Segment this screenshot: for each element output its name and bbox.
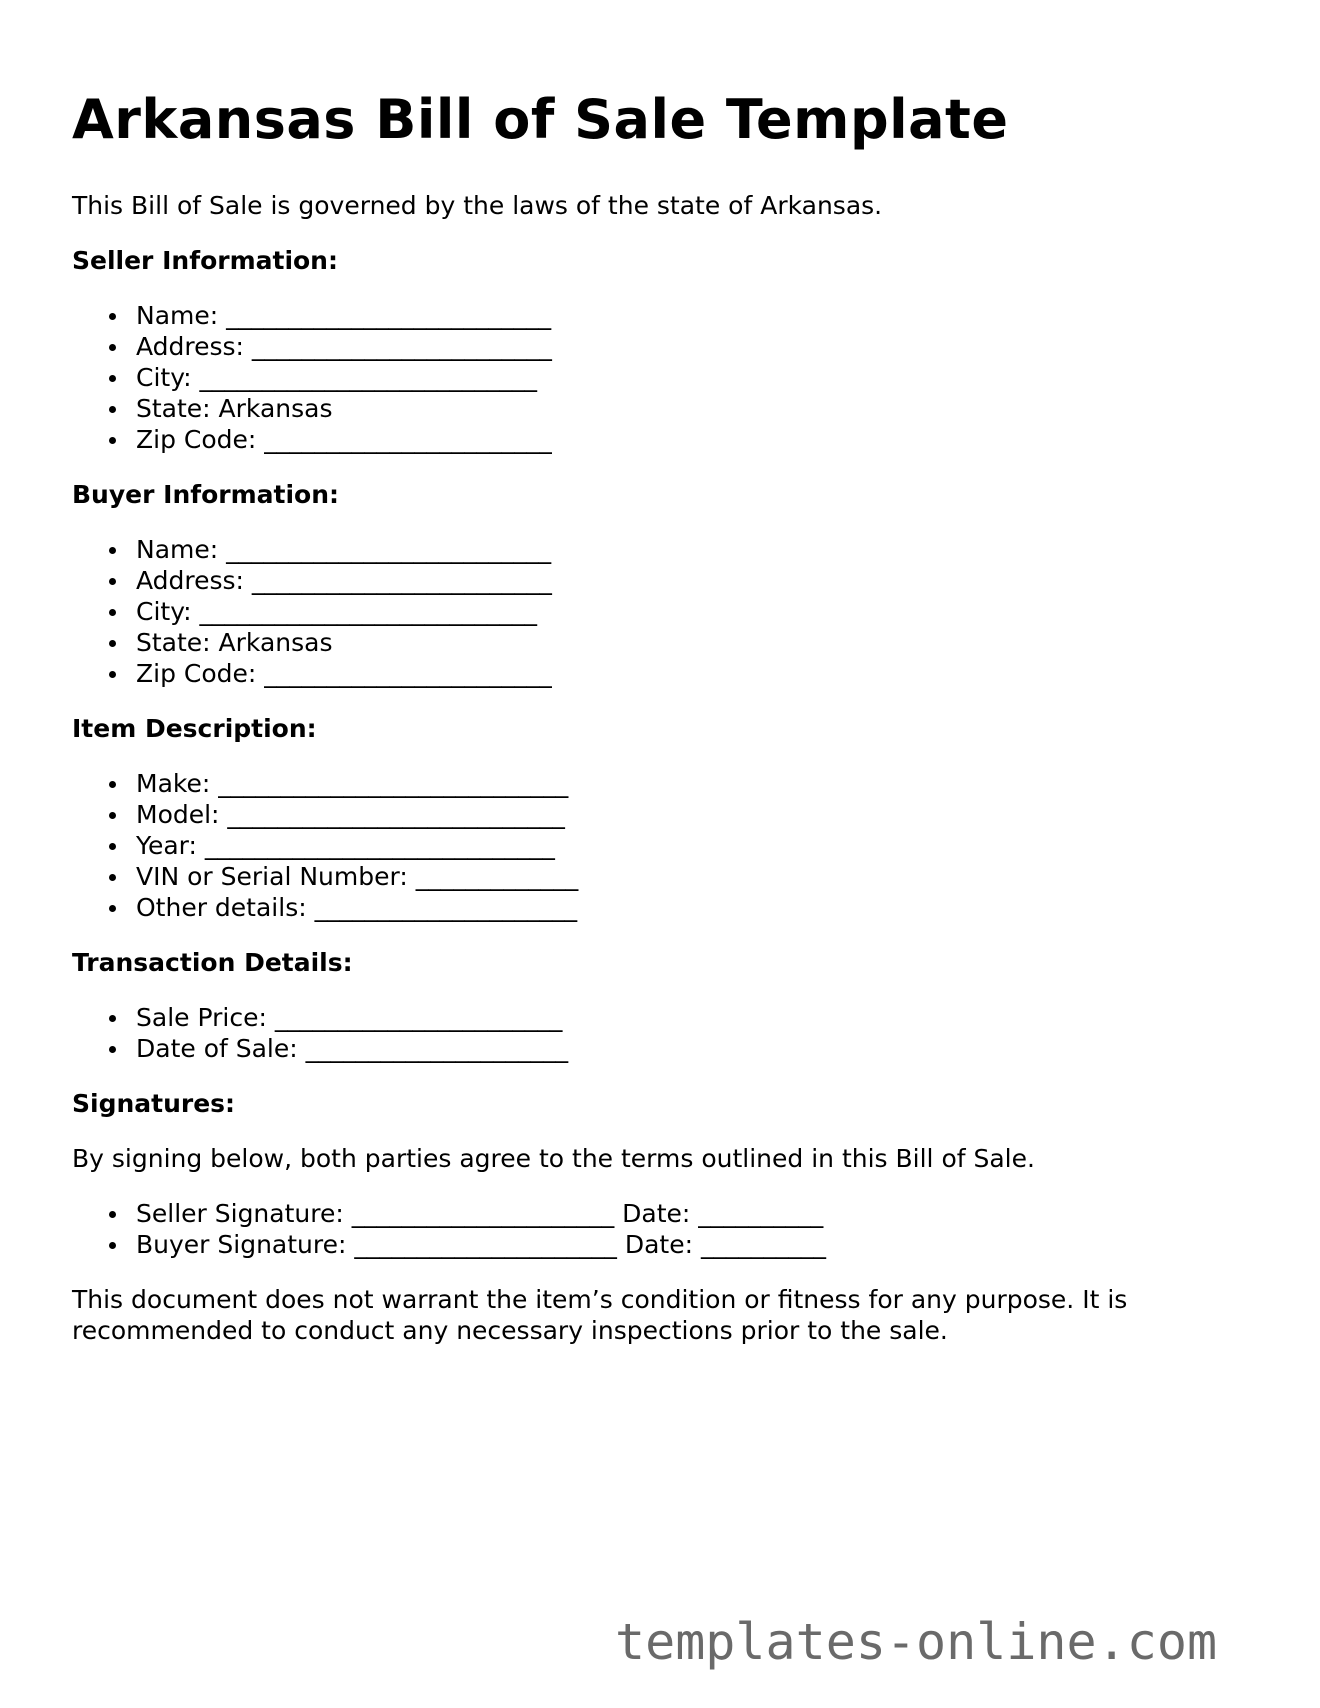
signatures-list xyxy=(72,1198,1252,1260)
item-list xyxy=(72,768,1252,923)
buyer-zip-field: Zip Code: _______________________ xyxy=(136,658,1252,689)
buyer-state-field: State: Arkansas xyxy=(136,627,1252,658)
seller-address-field: Address: ________________________ xyxy=(136,331,1252,362)
item-make-field: Make: ____________________________ xyxy=(136,768,1252,799)
item-heading: Item Description: xyxy=(72,714,317,743)
transaction-list xyxy=(72,1002,1252,1064)
item-vin-field: VIN or Serial Number: _____________ xyxy=(136,861,1252,892)
intro-text: This Bill of Sale is governed by the laws of the state of Arkansas. xyxy=(72,191,883,220)
seller-heading: Seller Information: xyxy=(72,246,338,275)
item-year-field: Year: ____________________________ xyxy=(136,830,1252,861)
signatures-heading: Signatures: xyxy=(72,1089,236,1118)
seller-city-field: City: ___________________________ xyxy=(136,362,1252,393)
seller-name-field: Name: __________________________ xyxy=(136,300,1252,331)
buyer-heading: Buyer Information: xyxy=(72,480,340,509)
transaction-heading: Transaction Details: xyxy=(72,948,353,977)
item-model-field: Model: ___________________________ xyxy=(136,799,1252,830)
document-page xyxy=(72,88,1252,1370)
signatures-text: By signing below, both parties agree to the terms outlined in this Bill of Sale. xyxy=(72,1144,1035,1173)
item-other-field: Other details: _____________________ xyxy=(136,892,1252,923)
buyer-address-field: Address: ________________________ xyxy=(136,565,1252,596)
seller-signature-field: Seller Signature: _____________________ Date: __________ xyxy=(136,1198,1252,1229)
buyer-list xyxy=(72,534,1252,689)
document-title: Arkansas Bill of Sale Template xyxy=(72,88,1009,151)
seller-list xyxy=(72,300,1252,455)
buyer-signature-field: Buyer Signature: _____________________ Date: __________ xyxy=(136,1229,1252,1260)
seller-state-field: State: Arkansas xyxy=(136,393,1252,424)
sale-price-field: Sale Price: _______________________ xyxy=(136,1002,1252,1033)
watermark: templates-online.com xyxy=(615,1613,1218,1671)
disclaimer-text: This document does not warrant the item’s condition or fitness for any purpose. It is recommended to conduct any necessary inspections prior to the sale. xyxy=(72,1285,1128,1345)
buyer-name-field: Name: __________________________ xyxy=(136,534,1252,565)
buyer-city-field: City: ___________________________ xyxy=(136,596,1252,627)
seller-zip-field: Zip Code: _______________________ xyxy=(136,424,1252,455)
sale-date-field: Date of Sale: _____________________ xyxy=(136,1033,1252,1064)
